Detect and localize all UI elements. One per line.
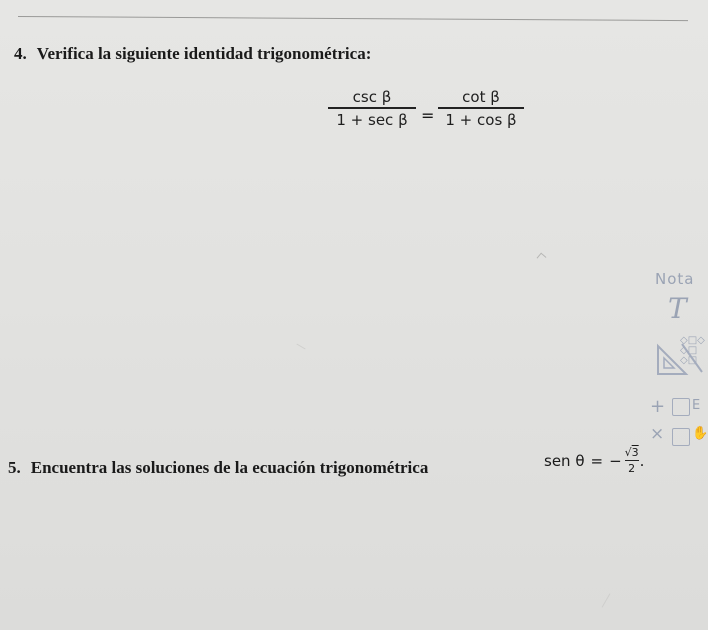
identity-right-denominator: 1 + cos β [445,110,517,129]
plus-icon: + [650,396,666,417]
problem-4-text: Verifica la siguiente identidad trigonométrica: [36,44,372,63]
problem-5-equation [544,446,644,475]
identity-left-numerator: csc β [352,88,392,106]
problem-4 [14,44,371,64]
equation-fraction [625,446,639,475]
bleed-through-script-letter: T [668,292,687,325]
sqrt-radicand: 3 [631,446,639,459]
bleed-through-nota: Nota [655,270,695,288]
equation-equals-sign: = [590,451,604,470]
checkbox-icon [672,398,690,416]
problem-5-text: Encuentra las soluciones de la ecuación trigonométrica [30,458,429,477]
equation-lhs: sen θ [544,451,585,470]
bleed-through-letter-e: E [692,398,701,413]
problem-5-number: 5. [8,458,21,477]
top-divider [18,16,688,21]
hand-icon: ✋ [692,426,708,441]
identity-left-fraction [328,88,416,129]
equation-denominator: 2 [628,462,636,475]
fraction-bar [625,460,639,461]
identity-left-denominator: 1 + sec β [336,110,408,129]
identity-right-numerator: cot β [462,88,500,106]
paper-mark [537,253,547,263]
equation-numerator [625,446,639,459]
equation-period: . [639,451,645,470]
sqrt-icon: √ [624,446,632,459]
problem-5 [8,458,428,478]
shapes-row: ◇□ [680,355,698,366]
paper-mark [602,593,611,607]
checkbox-icon [672,428,690,446]
shapes-row: ◇□ [680,345,698,356]
shapes-row: ◇□◇ [680,335,705,346]
set-square-icon [656,340,704,376]
multiply-icon: × [650,424,665,444]
problem-4-number: 4. [14,44,27,63]
equation-minus-sign: − [609,451,622,470]
identity-equals-sign: = [421,106,435,125]
paper-mark [296,344,305,350]
identity-right-fraction [438,88,524,129]
